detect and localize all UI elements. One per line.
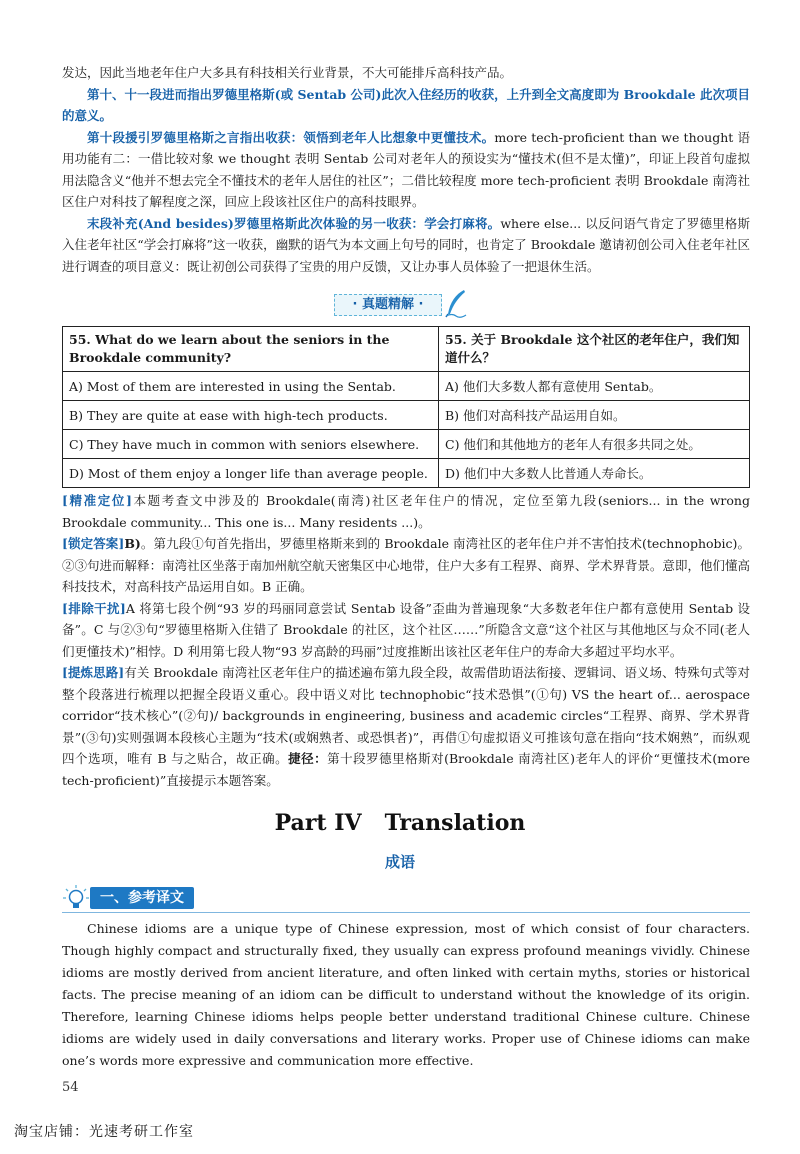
part-subtitle: 成语 (384, 853, 415, 871)
intro-paragraph-2: 第十、十一段进而指出罗德里格斯(或 Sentab 公司)此次入住经历的收获，上升到全文高度即为 Brookdale 此次项目的意义。 (62, 86, 750, 123)
locate-text: 本题考查文中涉及的 Brookdale(南湾)社区老年住户的情况，定位至第九段(seniors... in the wrong Brookdale community... This one is... Many residents ...)。 (62, 493, 750, 530)
page-number: 54 (62, 1080, 79, 1095)
option-row (63, 372, 750, 401)
option-zh: C) 他们和其他地方的老年人有很多共同之处。 (439, 430, 750, 459)
translation-paragraph: Chinese idioms are a unique type of Chinese expression, most of which consist of four characters. Though highly compact and structurally fixed, they usually can express profound meanings vividly. Chinese idioms are mostly derived from ancient literature, and often linked with certain myths, stories or historical facts. The precise meaning of an idiom can be difficult to understand without the knowledge of its origin. Therefore, learning Chinese idioms helps people better understand traditional Chinese culture. Chinese idioms are widely used in daily conversations and literary works. Proper use of Chinese idioms can make one’s words more expressive and communication more effective. (62, 921, 750, 1068)
analysis-exclude (62, 598, 750, 663)
intro-paragraph-3 (62, 127, 750, 213)
option-en: B) They are quite at ease with high-tech products. (63, 401, 439, 430)
intro-paragraph-4 (62, 213, 750, 278)
shortcut-tag: 捷径： (288, 751, 328, 766)
exclude-tag: [排除干扰] (62, 600, 126, 616)
zhenti-banner (330, 292, 468, 318)
shortcut-text: 第十段罗德里格斯对(Brookdale 南湾社区)老年人的评价“更懂技术(more tech-proficient)”直接提示本题答案。 (62, 751, 750, 788)
section-heading (62, 884, 212, 912)
option-en: A) Most of them are interested in using the Sentab. (63, 372, 439, 401)
answer-letter: B) (124, 536, 141, 551)
analysis-refine (62, 662, 750, 791)
question-stem-row (63, 327, 750, 372)
shop-watermark: 淘宝店铺：光速考研工作室 (14, 1124, 194, 1140)
question-table (62, 326, 750, 488)
p4-body: where else... 以反问语气肯定了罗德里格斯入住老年社区“学会打麻将”这一收获，幽默的语气为本文画上句号的同时，也肯定了 Brookdale 邀请初创公司入住老年社区进行调查的项目意义：既让初创公司获得了宝贵的用户反馈，又让办事人员体验了一把退休生活。 (62, 215, 750, 274)
refine-tag: [提炼思路] (62, 665, 125, 680)
option-row (63, 401, 750, 430)
option-zh: B) 他们对高科技产品运用自如。 (439, 401, 750, 430)
option-en: C) They have much in common with seniors elsewhere. (63, 430, 439, 459)
question-stem-en: 55. What do we learn about the seniors in the Brookdale community? (63, 327, 439, 372)
lightbulb-icon (62, 884, 90, 912)
p3-heading: 第十段援引罗德里格斯之言指出收获：领悟到老年人比想象中更懂技术。 (87, 129, 495, 145)
option-row (63, 459, 750, 488)
analysis-locate (62, 490, 750, 533)
intro-paragraph-1: 发达，因此当地老年住户大多具有科技相关行业背景，不大可能排斥高科技产品。 (62, 65, 513, 80)
option-en: D) Most of them enjoy a longer life than average people. (63, 459, 439, 488)
p3-body: more tech-proficient than we thought 语用功能有二：一借比较对象 we thought 表明 Sentab 公司对老年人的预设实为“懂技术(但不是太懂)”，印证上段首句虚拟用法隐含义“他并不想去完全不懂技术的老年人居住的社区”；二借比较程度 more tech-proficient 表明 Brookdale 南湾社区住户对科技了解程度之深，回应上段该社区住户的高科技眼界。 (62, 129, 750, 209)
locate-tag: [精准定位] (62, 493, 132, 508)
refine-text: 有关 Brookdale 南湾社区老年住户的描述遍布第九段全段，故需借助语法衔接、逻辑词、语义场、特殊句式等对整个段落进行梳理以把握全段语义重心。段中语义对比 technophobic“技术恐惧”(①句) VS the heart of... aerospace corridor“技术核心”(②句)/ backgrounds in engineering, business and academic circles“工程界、商界、学术界背景”(③句)实则强调本段核心主题为“技术(或娴熟者、或恐惧者)”，再借①句虚拟语义可推该句意在指向“技术娴熟”，而纵观四个选项，唯有 B 与之贴合，故正确。 (62, 665, 750, 766)
option-row (63, 430, 750, 459)
banner-label: · 真题精解 · (334, 294, 442, 316)
analysis-section (62, 490, 750, 791)
part-title: Part IV Translation (274, 810, 526, 836)
option-zh: A) 他们大多数人都有意使用 Sentab。 (439, 372, 750, 401)
intro-section (62, 62, 750, 277)
section-label: 一、参考译文 (90, 887, 194, 909)
exclude-text: A 将第七段个例“93 岁的玛丽同意尝试 Sentab 设备”歪曲为普遍现象“大多数老年住户都有意使用 Sentab 设备”。C 与②③句“罗德里格斯入住错了 Brookdale 的社区，这个社区……”所隐含文意“这个社区与其他地区与众不同(老人们更懂技术)”相悖。D 利用第七段人物“93 岁高龄的玛丽”过度推断出该社区老年住户的寿命大多超过平均水平。 (62, 600, 750, 659)
answer-tag: [锁定答案] (62, 536, 125, 551)
quill-icon (444, 288, 468, 318)
section-divider (62, 912, 750, 913)
p4-heading: 末段补充(And besides)罗德里格斯此次体验的另一收获：学会打麻将。 (87, 215, 501, 231)
question-stem-zh: 55. 关于 Brookdale 这个社区的老年住户，我们知道什么？ (439, 327, 750, 372)
answer-text: 。第九段①句首先指出，罗德里格斯来到的 Brookdale 南湾社区的老年住户并不害怕技术(technophobic)。②③句进而解释：南湾社区坐落于南加州航空航天密集区中心地带，住户大多有工程界、商界、学术界背景。意即，他们懂高科技技术，对高科技产品运用自如。B 正确。 (62, 536, 750, 594)
analysis-answer (62, 533, 750, 598)
option-zh: D) 他们中大多数人比普通人寿命长。 (439, 459, 750, 488)
